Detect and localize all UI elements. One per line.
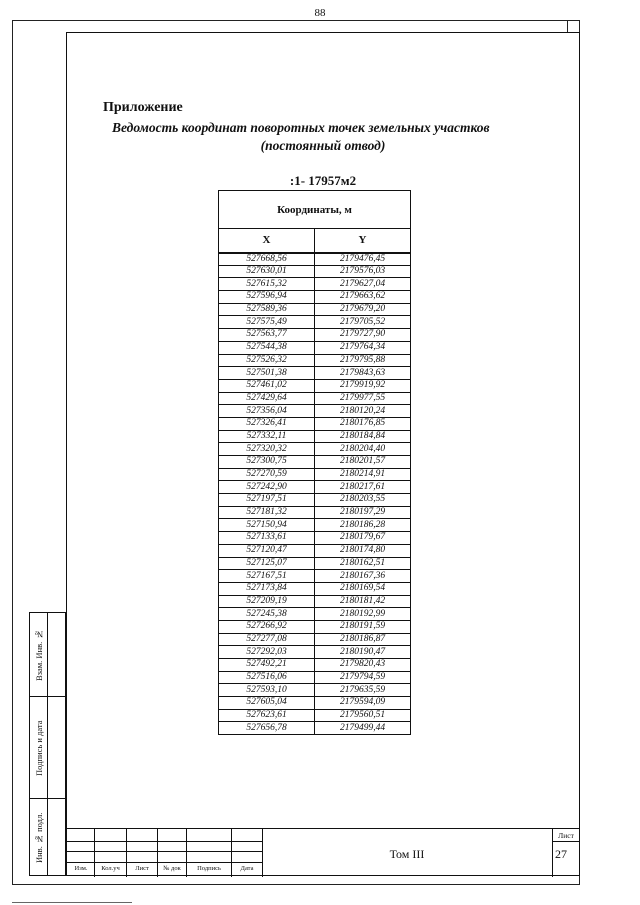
outer-frame-top — [12, 20, 567, 21]
cell-y: 2180179,67 — [315, 532, 411, 545]
cell-x: 527589,36 — [219, 303, 315, 316]
table-row — [219, 405, 411, 418]
cell-x: 527332,11 — [219, 430, 315, 443]
table-row — [219, 595, 411, 608]
table-row — [219, 532, 411, 545]
table-row — [219, 341, 411, 354]
cell-y: 2180167,36 — [315, 570, 411, 583]
sheet-number: 27 — [555, 847, 567, 861]
table-row — [219, 506, 411, 519]
cell-x: 527326,41 — [219, 417, 315, 430]
cell-x: 527593,10 — [219, 684, 315, 697]
table-body — [219, 253, 411, 735]
page-heading: Приложение — [103, 100, 183, 115]
cell-x: 527150,94 — [219, 519, 315, 532]
scan-edge-line — [12, 902, 132, 903]
table-row — [219, 722, 411, 735]
cell-x: 527615,32 — [219, 278, 315, 291]
table-row — [219, 367, 411, 380]
cell-y: 2179576,03 — [315, 265, 411, 278]
cell-x: 527356,04 — [219, 405, 315, 418]
cell-x: 527656,78 — [219, 722, 315, 735]
side-stamp-replacement-inv: Взам. Инв. № — [34, 629, 44, 681]
title-block-signature: Подпись — [197, 865, 221, 872]
cell-y: 2179476,45 — [315, 253, 411, 266]
title-block — [66, 828, 580, 876]
table-row — [219, 582, 411, 595]
title-block-row-line — [66, 851, 262, 852]
cell-x: 527270,59 — [219, 468, 315, 481]
table-row — [219, 392, 411, 405]
cell-y: 2179820,43 — [315, 659, 411, 672]
table-row — [219, 557, 411, 570]
cell-y: 2180217,61 — [315, 481, 411, 494]
cell-x: 527526,32 — [219, 354, 315, 367]
cell-x: 527492,21 — [219, 659, 315, 672]
cell-y: 2179499,44 — [315, 722, 411, 735]
cell-y: 2179843,63 — [315, 367, 411, 380]
title-block-doc-number: № док — [163, 865, 181, 872]
cell-x: 527245,38 — [219, 608, 315, 621]
table-row — [219, 468, 411, 481]
cell-y: 2179794,59 — [315, 671, 411, 684]
side-stamp-divider — [30, 696, 67, 697]
table-row — [219, 291, 411, 304]
cell-y: 2180201,57 — [315, 456, 411, 469]
cell-x: 527120,47 — [219, 544, 315, 557]
cell-y: 2179795,88 — [315, 354, 411, 367]
cell-x: 527320,32 — [219, 443, 315, 456]
table-row — [219, 659, 411, 672]
cell-y: 2180186,28 — [315, 519, 411, 532]
table-row — [219, 709, 411, 722]
cell-x: 527133,61 — [219, 532, 315, 545]
table-row — [219, 303, 411, 316]
cell-y: 2180204,40 — [315, 443, 411, 456]
cell-x: 527575,49 — [219, 316, 315, 329]
cell-x: 527173,84 — [219, 582, 315, 595]
table-row — [219, 633, 411, 646]
table-row — [219, 379, 411, 392]
table-row — [219, 646, 411, 659]
cell-y: 2179679,20 — [315, 303, 411, 316]
cell-x: 527668,56 — [219, 253, 315, 266]
sheet-box-divider — [552, 841, 580, 842]
cell-y: 2180181,42 — [315, 595, 411, 608]
table-header: Координаты, м — [219, 191, 411, 229]
cell-x: 527605,04 — [219, 697, 315, 710]
table-row — [219, 430, 411, 443]
table-row — [219, 671, 411, 684]
title-block-kol-uch: Кол.уч — [101, 865, 120, 872]
cell-x: 527209,19 — [219, 595, 315, 608]
cell-y: 2180184,84 — [315, 430, 411, 443]
cell-y: 2180169,54 — [315, 582, 411, 595]
cell-y: 2180192,99 — [315, 608, 411, 621]
table-row — [219, 443, 411, 456]
cell-y: 2180162,51 — [315, 557, 411, 570]
cell-y: 2179977,55 — [315, 392, 411, 405]
cell-y: 2179627,04 — [315, 278, 411, 291]
table-row — [219, 354, 411, 367]
cell-y: 2180174,80 — [315, 544, 411, 557]
title-block-izm: Изм. — [74, 865, 88, 872]
side-stamp-divider — [30, 798, 67, 799]
cell-x: 527266,92 — [219, 620, 315, 633]
cell-x: 527181,32 — [219, 506, 315, 519]
cell-y: 2179919,92 — [315, 379, 411, 392]
subtitle-line-2: (постоянный отвод) — [260, 138, 386, 153]
cell-y: 2179764,34 — [315, 341, 411, 354]
cell-y: 2180176,85 — [315, 417, 411, 430]
title-block-row-line — [66, 841, 262, 842]
title-block-date: Дата — [240, 865, 254, 872]
table-row — [219, 278, 411, 291]
cell-y: 2179635,59 — [315, 684, 411, 697]
table-row — [219, 329, 411, 342]
cell-y: 2180197,29 — [315, 506, 411, 519]
cell-x: 527623,61 — [219, 709, 315, 722]
title-block-list: Лист — [135, 865, 149, 872]
cell-x: 527516,06 — [219, 671, 315, 684]
cell-y: 2179594,09 — [315, 697, 411, 710]
cell-y: 2179727,90 — [315, 329, 411, 342]
cell-y: 2180191,59 — [315, 620, 411, 633]
coordinates-table — [218, 190, 411, 735]
title-block-grid — [66, 829, 262, 877]
column-header-x: X — [219, 229, 315, 253]
cell-x: 527461,02 — [219, 379, 315, 392]
table-row — [219, 316, 411, 329]
cell-x: 527596,94 — [219, 291, 315, 304]
cell-y: 2180203,55 — [315, 494, 411, 507]
table-row — [219, 481, 411, 494]
cell-x: 527242,90 — [219, 481, 315, 494]
column-header-y: Y — [315, 229, 411, 253]
table-row — [219, 684, 411, 697]
table-row — [219, 417, 411, 430]
side-stamp-original-inv: Инв. № подл. — [34, 812, 44, 864]
cell-x: 527277,08 — [219, 633, 315, 646]
cell-y: 2180120,24 — [315, 405, 411, 418]
cell-x: 527167,51 — [219, 570, 315, 583]
cell-y: 2179560,51 — [315, 709, 411, 722]
cell-x: 527544,38 — [219, 341, 315, 354]
cell-x: 527292,03 — [219, 646, 315, 659]
side-stamp — [29, 612, 66, 876]
area-label: :1- 17957м2 — [289, 173, 357, 188]
table-row — [219, 519, 411, 532]
cell-y: 2179705,52 — [315, 316, 411, 329]
cell-x: 527501,38 — [219, 367, 315, 380]
table-row — [219, 697, 411, 710]
subtitle-line-1: Ведомость координат поворотных точек земельных участков — [112, 120, 490, 135]
cell-y: 2180186,87 — [315, 633, 411, 646]
title-block-row-line — [66, 862, 262, 863]
cell-x: 527429,64 — [219, 392, 315, 405]
table-row — [219, 544, 411, 557]
cell-x: 527630,01 — [219, 265, 315, 278]
cell-x: 527563,77 — [219, 329, 315, 342]
sheet-label: Лист — [558, 831, 574, 840]
table-row — [219, 456, 411, 469]
cell-y: 2179663,62 — [315, 291, 411, 304]
table-row — [219, 570, 411, 583]
table-row — [219, 253, 411, 266]
side-stamp-signature-date: Подпись и дата — [34, 720, 44, 776]
cell-y: 2180214,91 — [315, 468, 411, 481]
cell-x: 527125,07 — [219, 557, 315, 570]
volume-label: Том III — [389, 847, 425, 861]
cell-x: 527300,75 — [219, 456, 315, 469]
cell-y: 2180190,47 — [315, 646, 411, 659]
table-row — [219, 265, 411, 278]
table-row — [219, 608, 411, 621]
table-row — [219, 620, 411, 633]
table-row — [219, 494, 411, 507]
outer-frame-notch — [567, 20, 580, 32]
cell-x: 527197,51 — [219, 494, 315, 507]
page-number: 88 — [314, 7, 326, 19]
